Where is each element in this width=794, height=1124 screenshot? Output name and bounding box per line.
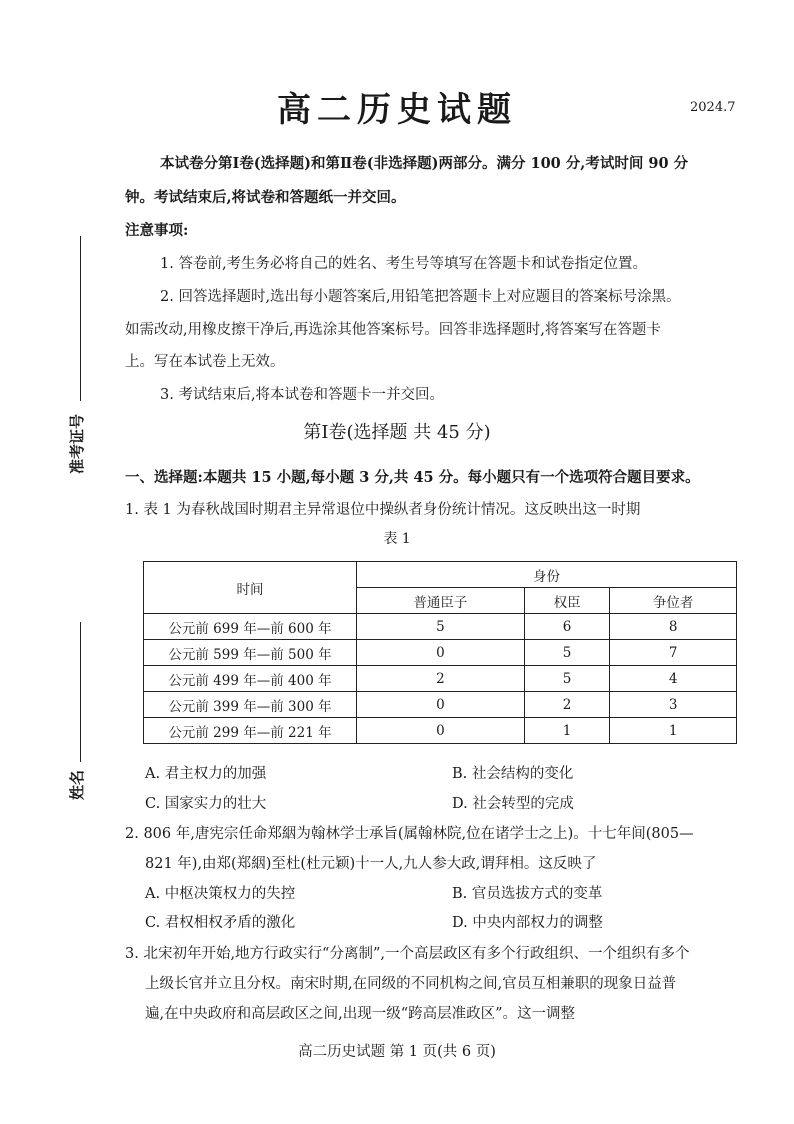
table-cell-time: 公元前 599 年—前 500 年: [144, 640, 357, 666]
table-cell: 5: [524, 666, 609, 692]
table-cell: 1: [524, 718, 609, 744]
notice-title: 注意事项:: [125, 222, 189, 239]
table-cell: 7: [610, 640, 737, 666]
table-cell: 1: [610, 718, 737, 744]
data-table: [143, 561, 737, 744]
q2-line-1: 2. 806 年,唐宪宗任命郑絪为翰林学士承旨(属翰林院,位在诸学士之上)。十七年间(805—: [125, 826, 694, 842]
note-1: 1. 答卷前,考生务必将自己的姓名、考生号等填写在答题卡和试卷指定位置。: [160, 256, 648, 272]
table-cell: 0: [357, 692, 525, 718]
intro-line-2: 钟。考试结束后,将试卷和答题纸一并交回。: [125, 189, 406, 206]
table-row: [144, 692, 737, 718]
note-2-line-3: 上。写在本试卷上无效。: [125, 354, 285, 370]
q2-option-c: C. 君权相权矛盾的激化: [145, 915, 296, 931]
table-cell: 3: [610, 692, 737, 718]
name-label: 姓名: [68, 769, 86, 800]
q1-option-d: D. 社会转型的完成: [452, 796, 574, 812]
section-instruction: 一、选择题:本题共 15 小题,每小题 3 分,共 45 分。每小题只有一个选项符合题目要求。: [125, 469, 700, 486]
table-cell-time: 公元前 499 年—前 400 年: [144, 666, 357, 692]
q1-option-b: B. 社会结构的变化: [452, 766, 574, 782]
table-cell: 6: [524, 614, 609, 640]
q2-option-b: B. 官员选拔方式的变革: [452, 886, 603, 902]
exam-date: 2024.7: [690, 100, 736, 115]
table-row: [144, 718, 737, 744]
table-row: [144, 614, 737, 640]
table-cell: 8: [610, 614, 737, 640]
table-cell-time: 公元前 399 年—前 300 年: [144, 692, 357, 718]
q2-line-2: 821 年),由郑(郑絪)至杜(杜元颖)十一人,九人参大政,谓拜相。这反映了: [145, 856, 597, 872]
q1-option-a: A. 君主权力的加强: [145, 766, 267, 782]
table-cell: 2: [357, 666, 525, 692]
q2-option-a: A. 中枢决策权力的失控: [145, 886, 296, 902]
exam-id-label: 准考证号: [68, 413, 86, 474]
note-2-line-1: 2. 回答选择题时,选出每小题答案后,用铅笔把答题卡上对应题目的答案标号涂黑。: [160, 289, 681, 305]
table-cell: 5: [524, 640, 609, 666]
table-subheader: 权臣: [524, 588, 609, 614]
table-subheader: 普通臣子: [357, 588, 525, 614]
table-header-identity: 身份: [357, 562, 737, 588]
table-cell-time: 公元前 699 年—前 600 年: [144, 614, 357, 640]
table-caption: 表 1: [383, 531, 411, 547]
section-title: 第Ⅰ卷(选择题 共 45 分): [303, 422, 491, 443]
table-cell: 4: [610, 666, 737, 692]
table-row: [144, 640, 737, 666]
page-footer: 高二历史试题 第 1 页(共 6 页): [298, 1044, 496, 1060]
table-cell: 5: [357, 614, 525, 640]
table-cell: 0: [357, 640, 525, 666]
page-title: 高二历史试题: [277, 90, 517, 130]
table-row: [144, 666, 737, 692]
table-subheader: 争位者: [610, 588, 737, 614]
q1-stem: 1. 表 1 为春秋战国时期君主异常退位中操纵者身份统计情况。这反映出这一时期: [125, 502, 641, 518]
name-underline: [80, 622, 81, 762]
q3-line-3: 遍,在中央政府和高层政区之间,出现一级“跨高层准政区”。这一调整: [145, 1006, 576, 1022]
q3-line-1: 3. 北宋初年开始,地方行政实行“分离制”,一个高层政区有多个行政组织、一个组织有多个: [125, 946, 690, 962]
exam-id-underline: [80, 236, 81, 401]
table-cell: 2: [524, 692, 609, 718]
intro-line-1: 本试卷分第Ⅰ卷(选择题)和第Ⅱ卷(非选择题)两部分。满分 100 分,考试时间 90 分: [160, 155, 689, 172]
note-3: 3. 考试结束后,将本试卷和答题卡一并交回。: [160, 387, 445, 403]
table-cell-time: 公元前 299 年—前 221 年: [144, 718, 357, 744]
q1-option-c: C. 国家实力的壮大: [145, 796, 267, 812]
q3-line-2: 上级长官并立且分权。南宋时期,在同级的不同机构之间,官员互相兼职的现象日益普: [145, 976, 677, 992]
table-header-time: 时间: [144, 562, 357, 614]
q2-option-d: D. 中央内部权力的调整: [452, 915, 603, 931]
note-2-line-2: 如需改动,用橡皮擦干净后,再选涂其他答案标号。回答非选择题时,将答案写在答题卡: [125, 322, 661, 338]
table-cell: 0: [357, 718, 525, 744]
